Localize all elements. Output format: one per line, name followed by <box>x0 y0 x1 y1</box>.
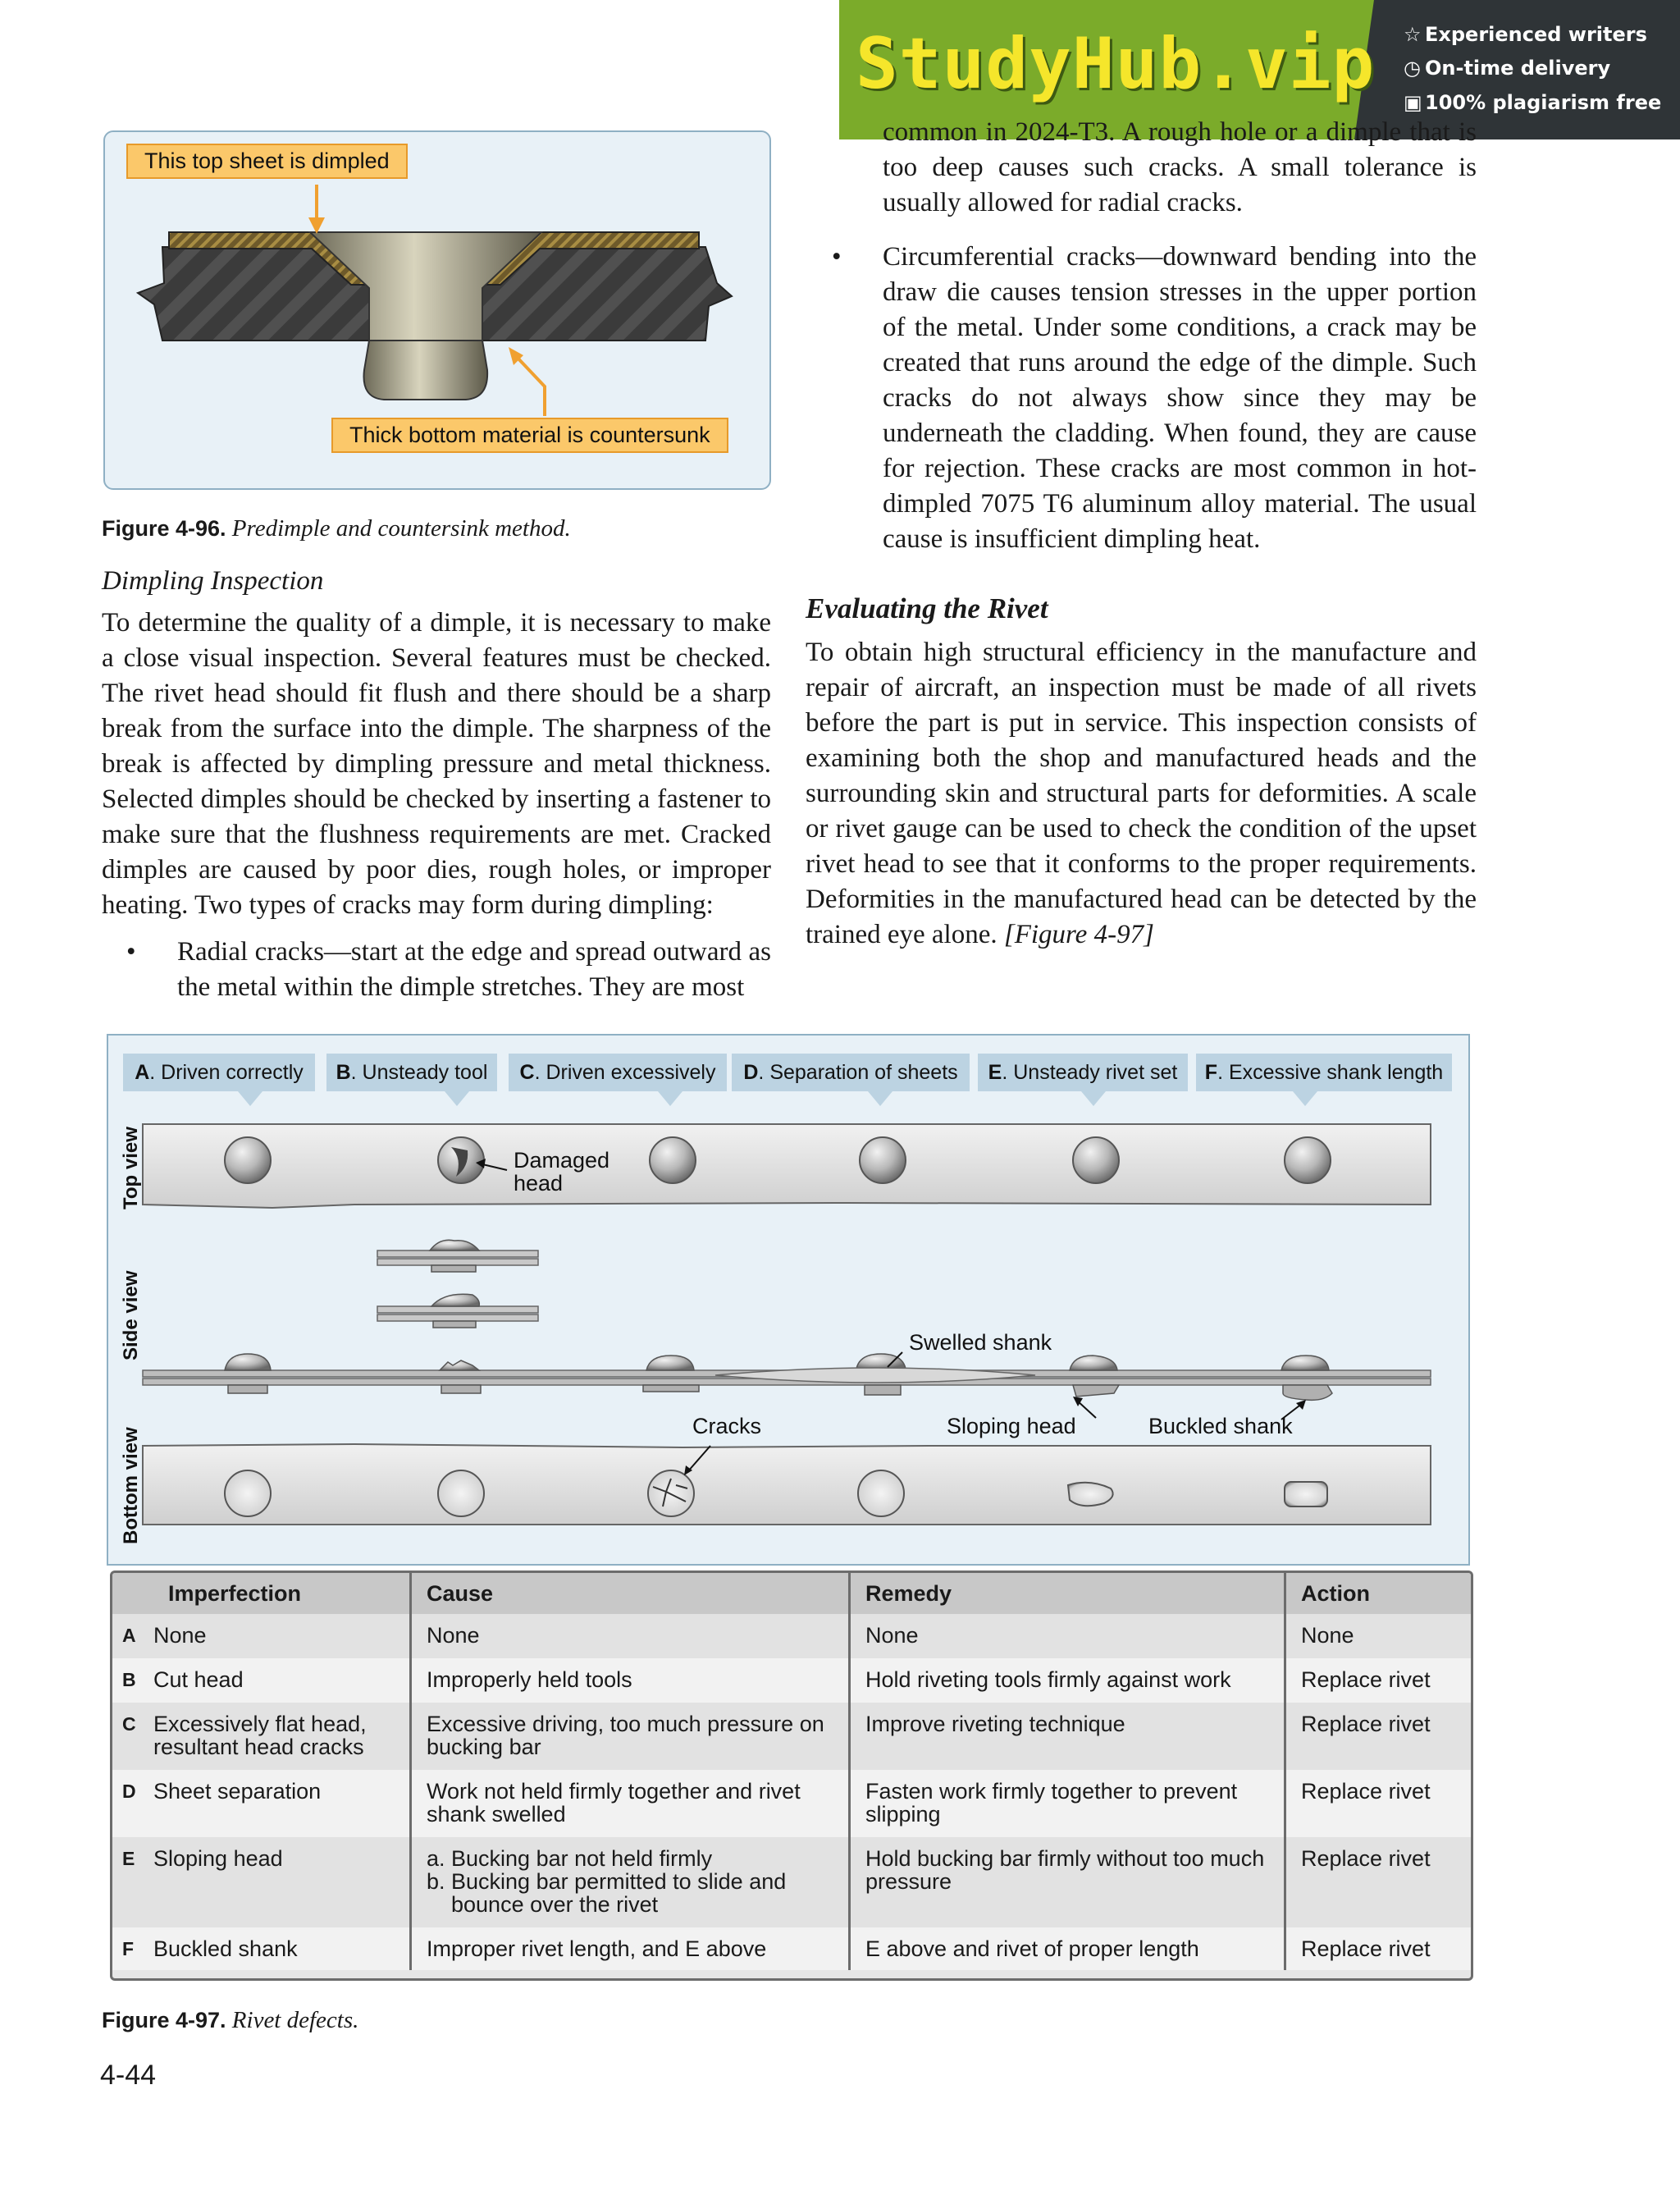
feature-on-time-delivery <box>1404 57 1610 80</box>
tab-label: . Driven correctly <box>149 1060 304 1084</box>
remedy-cell: Hold riveting tools firmly against work <box>850 1658 1285 1703</box>
defects-table <box>112 1573 1471 1970</box>
remedy-cell: E above and rivet of proper length <box>850 1927 1285 1970</box>
tab-label: . Driven excessively <box>534 1060 716 1084</box>
rivet-defects-table <box>110 1570 1473 1981</box>
cause-cell <box>411 1703 850 1770</box>
action-header: Action <box>1285 1573 1472 1614</box>
evaluating-rivet-text <box>806 635 1477 953</box>
bullet-text: Radial cracks—start at the edge and spread outward as the metal within the dimple stretches. They are most <box>177 937 771 1002</box>
cause-header: Cause <box>411 1573 850 1614</box>
rivet-head-f <box>1285 1137 1331 1183</box>
star-icon: ☆ <box>1404 23 1422 46</box>
table-row <box>112 1770 1471 1837</box>
brand-logo[interactable]: StudyHub.vip <box>856 23 1376 105</box>
cause-line: None <box>427 1623 480 1648</box>
figure-4-96-caption <box>102 515 571 542</box>
feature-text: On-time delivery <box>1425 57 1611 80</box>
paragraph-body: To obtain high structural efficiency in the manufacture and repair of aircraft, an inspection must be made of all rivets before the part is put in service. This inspection consists of examining both the shop and manufactured heads and the surrounding skin and structural parts for deformities. A scale or rivet gauge can be used to check the condition of the upset rivet head to see that it conforms to the proper requirements. Deformities in the manufactured head can be detected by the trained eye alone. <box>806 638 1477 949</box>
label-line: Damaged <box>514 1148 610 1173</box>
cause-line: b. Bucking bar permitted to slide and <box>427 1869 787 1894</box>
evaluating-paragraph <box>806 635 1477 953</box>
rivet-head-e <box>1073 1137 1119 1183</box>
table-row <box>112 1614 1471 1658</box>
rivet-defects-diagram <box>108 1036 1468 1564</box>
table-header-row <box>112 1573 1471 1614</box>
figure-4-97 <box>107 1034 1470 1566</box>
table-row <box>112 1927 1471 1970</box>
top-view-sheet <box>143 1124 1431 1208</box>
imperfection-cell: Cut head <box>139 1658 411 1703</box>
clock-icon: ◷ <box>1404 57 1421 80</box>
bullet-text: Circumferential cracks—downward bending into the draw die causes tension stresses in the upper portion of the metal. Under some conditions, a crack may be created that runs around the edge of the dimple. Such cracks do not always show since they may be underneath the cladding. When found, they are cause for rejection. These cracks are most common in hot-dimpled 7075 T6 aluminum alloy material. The usual cause is insufficient dimpling heat. <box>883 242 1477 554</box>
callout-bottom-material: Thick bottom material is countersunk <box>331 418 728 453</box>
row-letter: D <box>112 1770 139 1837</box>
bullet-item <box>807 240 1477 557</box>
tab-label: . Unsteady tool <box>350 1060 488 1084</box>
cause-cell <box>411 1770 850 1837</box>
dimpling-inspection-heading: Dimpling Inspection <box>102 566 324 596</box>
table-row <box>112 1703 1471 1770</box>
tab-letter: E <box>988 1060 1002 1084</box>
letter-header <box>112 1573 139 1614</box>
cause-line: a. Bucking bar not held firmly <box>427 1846 713 1871</box>
imperfection-cell: Sheet separation <box>139 1770 411 1837</box>
action-cell: Replace rivet <box>1285 1837 1472 1927</box>
figure-4-97-caption <box>102 2007 358 2034</box>
action-cell: Replace rivet <box>1285 1703 1472 1770</box>
table-row <box>112 1837 1471 1927</box>
imperfection-cell: Sloping head <box>139 1837 411 1927</box>
cause-line: Improperly held tools <box>427 1667 632 1692</box>
cause-line: bounce over the rivet <box>451 1892 659 1917</box>
feature-text: 100% plagiarism free <box>1425 91 1662 114</box>
cause-cell <box>411 1837 850 1927</box>
bullet-dot: • <box>832 242 842 272</box>
cause-cell <box>411 1614 850 1658</box>
radial-cracks-bullet <box>102 935 771 1005</box>
radial-cracks-continued: common in 2024-T3. A rough hole or a dimple that is too deep causes such cracks. A small tolerance is usually allowed for radial cracks. <box>883 117 1477 217</box>
tab-label: . Excessive shank length <box>1217 1060 1444 1084</box>
tab-letter: C <box>519 1060 535 1084</box>
figure-reference[interactable]: [Figure 4-97] <box>1003 920 1154 949</box>
dimpling-paragraph: To determine the quality of a dimple, it is necessary to make a close visual inspection. Several features must be checked. The rivet head should fit flush and there should be a sharp break from the surface into the dimple. The sharpness of the break is affected by dimpling pressure and metal thickness. Selected dimples should be checked by inserting a fastener to make sure that the flushness requirements are met. Cracked dimples are caused by poor dies, rough holes, or improper heating. Two types of cracks may form during dimpling: <box>102 608 771 920</box>
tab-letter: D <box>743 1060 759 1084</box>
caption-text: Rivet defects. <box>231 2007 359 2033</box>
rivet-head-c <box>650 1137 696 1183</box>
tab-label: . Separation of sheets <box>758 1060 958 1084</box>
action-cell: Replace rivet <box>1285 1770 1472 1837</box>
side-view-label: Side view <box>120 1270 142 1360</box>
tab-letter: F <box>1204 1060 1218 1084</box>
cause-line: Improper rivet length, and E above <box>427 1936 767 1961</box>
row-letter: F <box>112 1927 139 1970</box>
row-letter: C <box>112 1703 139 1770</box>
tab-letter: A <box>135 1060 150 1084</box>
bottom-view-sheet <box>143 1444 1431 1525</box>
rivet-head-d <box>860 1137 906 1183</box>
imperfection-cell: None <box>139 1614 411 1658</box>
cause-cell <box>411 1927 850 1970</box>
remedy-cell: Improve riveting technique <box>850 1703 1285 1770</box>
circumferential-cracks-bullet <box>807 240 1477 557</box>
imperfection-header: Imperfection <box>139 1573 411 1614</box>
tab-letter: B <box>336 1060 351 1084</box>
cause-line: Excessive driving, too much pressure on bucking bar <box>427 1712 824 1759</box>
tab-label: . Unsteady rivet set <box>1002 1060 1178 1084</box>
remedy-cell: Fasten work firmly together to prevent slipping <box>850 1770 1285 1837</box>
imperfection-cell: Buckled shank <box>139 1927 411 1970</box>
document-check-icon: ▣ <box>1404 91 1422 114</box>
imperfection-cell: Excessively flat head, resultant head cracks <box>139 1703 411 1770</box>
feature-experienced-writers <box>1404 23 1647 46</box>
remedy-cell: Hold bucking bar firmly without too much pressure <box>850 1837 1285 1927</box>
action-cell: Replace rivet <box>1285 1658 1472 1703</box>
feature-text: Experienced writers <box>1425 23 1647 46</box>
buckled-shank-label: Buckled shank <box>1148 1414 1293 1438</box>
caption-label: Figure 4-97. <box>102 2008 226 2032</box>
remedy-cell: None <box>850 1614 1285 1658</box>
sloping-head-label: Sloping head <box>947 1414 1076 1438</box>
cause-cell <box>411 1658 850 1703</box>
feature-plagiarism-free <box>1404 91 1661 114</box>
left-column-text <box>102 606 771 1005</box>
row-letter: A <box>112 1614 139 1658</box>
swelled-shank-label: Swelled shank <box>909 1330 1052 1355</box>
row-letter: E <box>112 1837 139 1927</box>
figure-4-96 <box>103 130 771 490</box>
action-cell: None <box>1285 1614 1472 1658</box>
bottom-view-label: Bottom view <box>120 1427 142 1544</box>
evaluating-rivet-heading: Evaluating the Rivet <box>806 592 1048 624</box>
label-line: head <box>514 1171 564 1196</box>
cracks-label: Cracks <box>692 1414 762 1438</box>
remedy-header: Remedy <box>850 1573 1285 1614</box>
page-number: 4-44 <box>100 2060 157 2091</box>
right-column-continued <box>883 115 1477 223</box>
rivet-head-a <box>225 1137 271 1183</box>
top-view-label: Top view <box>120 1127 142 1209</box>
callout-top-sheet: This top sheet is dimpled <box>126 144 408 179</box>
bullet-dot: • <box>126 937 136 967</box>
action-cell: Replace rivet <box>1285 1927 1472 1970</box>
row-letter: B <box>112 1658 139 1703</box>
table-row <box>112 1658 1471 1703</box>
caption-label: Figure 4-96. <box>102 516 226 541</box>
caption-text: Predimple and countersink method. <box>231 515 571 542</box>
damaged-head-label <box>514 1149 609 1195</box>
cause-line: Work not held firmly together and rivet shank swelled <box>427 1779 801 1827</box>
